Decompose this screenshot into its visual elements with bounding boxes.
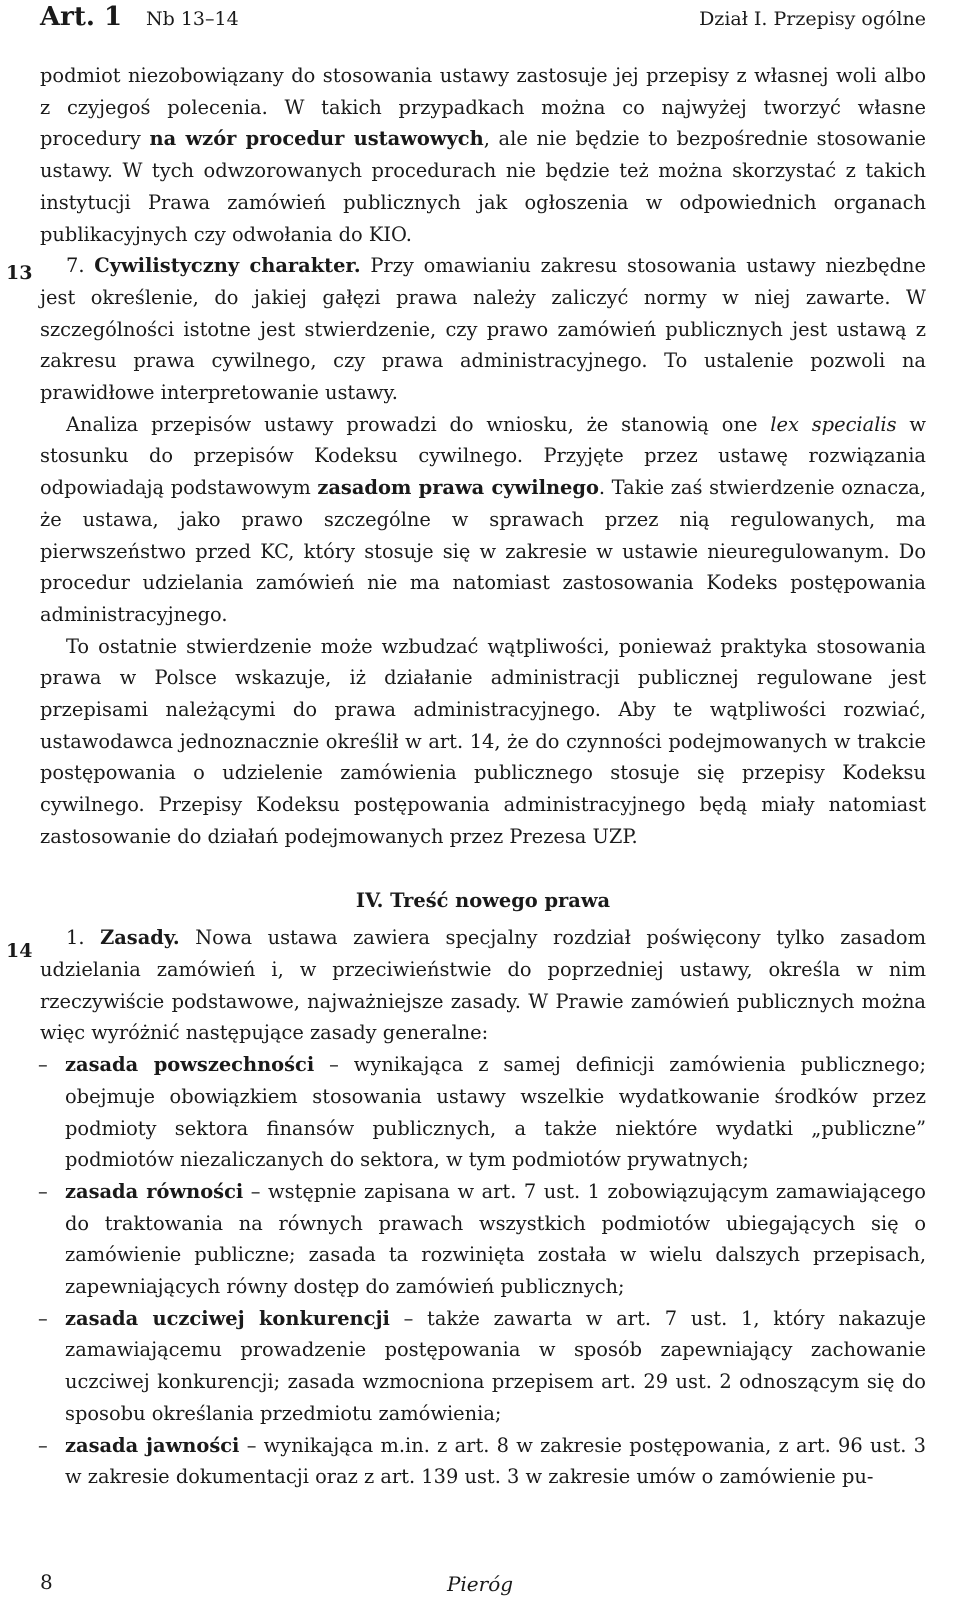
list-dash: – (38, 1053, 48, 1077)
list-dash: – (38, 1179, 48, 1203)
margin-number-14: 14 (6, 940, 33, 962)
running-footer-author: Pieróg (446, 1572, 514, 1596)
list-item: – zasada równości – wstępnie zapisana w art. 7 ust. 1 zobowiązującym zamawiającego do traktowania na równych prawach wszystkich podmiotów ubiegających się o zamówienie publiczne; zasada ta rozwinięta została w wielu dalszych przepisach, zapewniających równy dostęp do zamówień publicznych; (40, 1176, 926, 1303)
paragraph-analiza: Analiza przepisów ustawy prowadzi do wniosku, że stanowią one lex specialis w stosunku do przepisów Kodeksu cywilnego. Przyjęte przez ustawę rozwiązania odpowiadają podstawowym zasadom prawa cywilnego. Takie zaś stwierdzenie oznacza, że ustawa, jako prawo szczególne w sprawach przez nią regulowanych, ma pierwszeństwo przed KC, który stosuje się w zakresie w ustawie nieuregulowanym. Do procedur udzielania zamówień nie ma natomiast zastosowania Kodeks postępowania administracyjnego. (40, 412, 927, 626)
margin-number-13: 13 (6, 262, 33, 284)
list-dash: – (38, 1433, 48, 1457)
running-header (40, 2, 926, 36)
paragraph-title: Zasady. (100, 926, 180, 950)
principles-list (40, 1049, 926, 1493)
paragraph-to-ostatnie: To ostatnie stwierdzenie może wzbudzać wątpliwości, ponieważ praktyka stosowania prawa w Polsce wskazuje, iż działanie administracji publicznej regulowane jest przepisami należącymi do prawa administracyjnego. Aby te wątpliwości rozwiać, ustawodawca jednoznacznie określił w art. 14, że do czynności podejmowanych w trakcie postępowania o udzielenie zamówienia publicznego stosuje się przepisy Kodeksu cywilnego. Przepisy Kodeksu postępowania administracyjnego będą miały natomiast zastosowanie do działań podejmowanych przez Prezesa UZP. (40, 634, 926, 848)
italic-phrase: lex specialis (770, 412, 897, 436)
list-dash: – (38, 1306, 48, 1330)
page-number: 8 (40, 1570, 53, 1594)
header-section: Dział I. Przepisy ogólne (699, 8, 926, 30)
list-item: – zasada powszechności – wynikająca z samej definicji zamówienia publicznego; obejmuje obowiązkiem stosowania ustawy wszelkie wydatkowanie środków przez podmioty sektora finansów publicznych, a także niektóre wydatki „publiczne” podmiotów niezaliczanych do sektora, w tym podmiotów prywatnych; (40, 1049, 926, 1176)
paragraph-title: Cywilistyczny charakter. (94, 254, 361, 278)
body-text (40, 60, 926, 1493)
paragraph-cywilistyczny: 7. Cywilistyczny charakter. Przy omawianiu zakresu stosowania ustawy niezbędne jest określenie, do jakiej gałęzi prawa należy zaliczyć normy w niej zawarte. W szczególności istotne jest stwierdzenie, czy prawo zamówień publicznych jest ustawą z zakresu prawa cywilnego, czy prawa administracyjnego. To ustalenie pozwoli na prawidłowe interpretowanie ustawy. (40, 254, 927, 405)
list-item: – zasada jawności – wynikająca m.in. z art. 8 w zakresie postępowania, z art. 96 ust. 3 w zakresie dokumentacji oraz z art. 139 ust. 3 w zakresie umów o zamówienie pu- (40, 1430, 926, 1493)
paragraph-zasady: 1. Zasady. Nowa ustawa zawiera specjalny rozdział poświęcony tylko zasadom udzielania zamówień i, w przeciwieństwie do poprzedniej ustawy, określa w nim rzeczywiście podstawowe, najważniejsze zasady. W Prawie zamówień publicznych można więc wyróżnić następujące zasady generalne: (40, 926, 926, 1045)
list-item: – zasada uczciwej konkurencji – także zawarta w art. 7 ust. 1, który nakazuje zamawiającemu prowadzenie postępowania w sposób zapewniający zachowanie uczciwej konkurencji; zasada wzmocniona przepisem art. 29 ust. 2 odnoszącym się do sposobu określania przedmiotu zamówienia; (40, 1303, 926, 1430)
bold-phrase: na wzór procedur ustawowych (149, 127, 484, 151)
header-article: Art. 1 (40, 2, 123, 32)
paragraph-1: podmiot niezobowiązany do stosowania ustawy zastosuje jej przepisy z własnej woli albo z czyjegoś polecenia. W takich przypadkach można co najwyżej tworzyć własne procedury na wzór procedur ustawowych, ale nie będzie to bezpośrednie stosowanie ustawy. W tych odwzorowanych procedurach nie będzie też można skorzystać z takich instytucji Prawa zamówień publicznych jak ogłoszenia w odpowiednich organach publikacyjnych czy odwołania do KIO. (40, 64, 926, 246)
section-heading: IV. Treść nowego prawa (355, 888, 611, 912)
header-margin-numbers: Nb 13–14 (146, 8, 239, 30)
bold-phrase: zasadom prawa cywilnego (317, 476, 599, 500)
